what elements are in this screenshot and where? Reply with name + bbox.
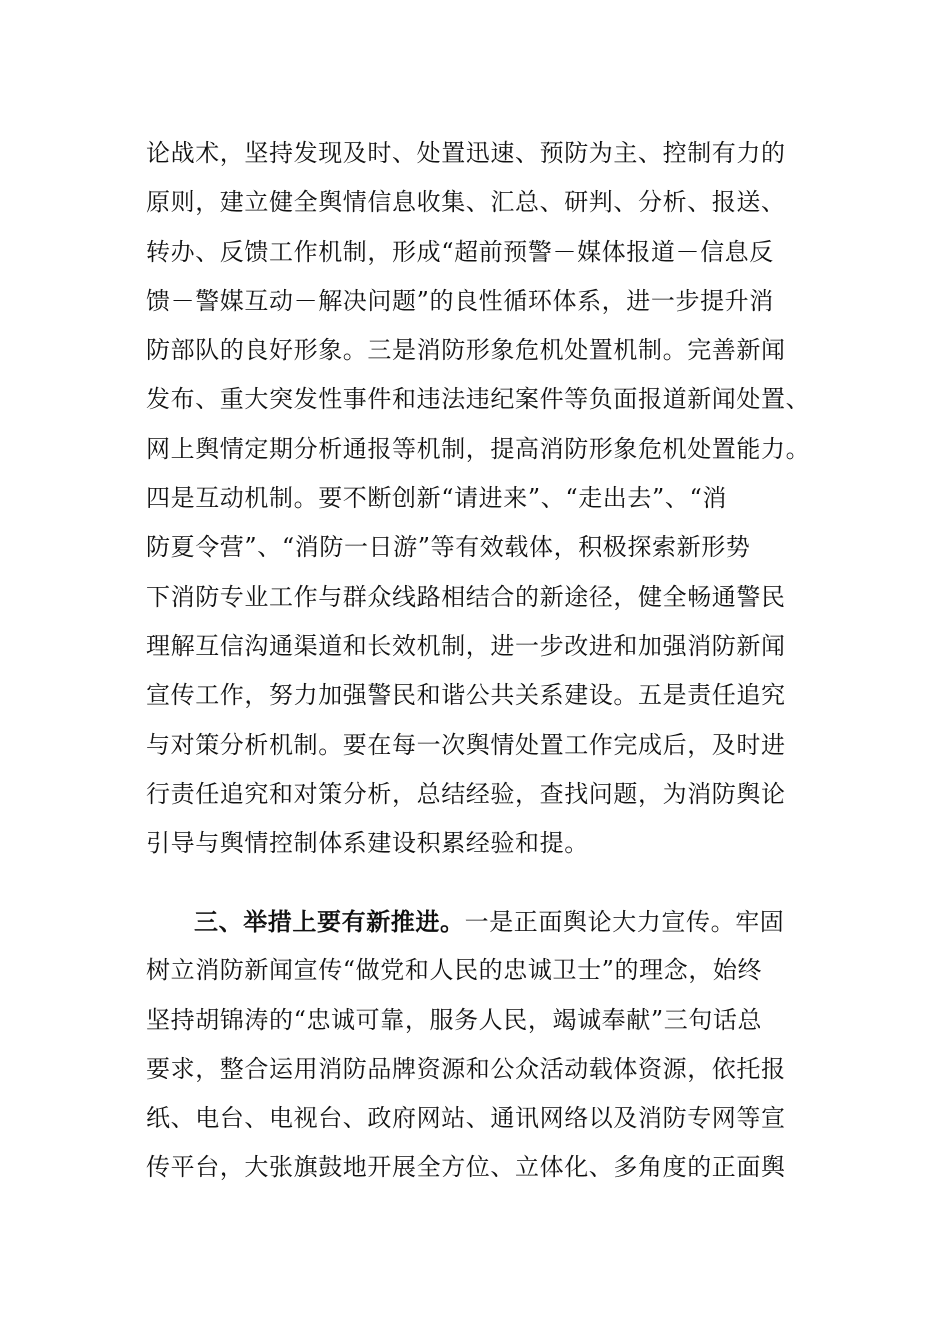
paragraph-2 [146, 897, 816, 1193]
paragraph-line: 树立消防新闻宣传“做党和人民的忠诚卫士”的理念，始终 [146, 956, 763, 985]
paragraph-line: 下消防专业工作与群众线路相结合的新途径，健全畅通警民 [146, 582, 786, 611]
paragraph-line: 馈－警媒互动－解决问题”的良性循环体系，进一步提升消 [146, 286, 774, 315]
paragraph-line: 转办、反馈工作机制，形成“超前预警－媒体报道－信息反 [146, 237, 774, 266]
paragraph-line: 行责任追究和对策分析，总结经验，查找问题，为消防舆论 [146, 779, 786, 808]
paragraph-line: 要求，整合运用消防品牌资源和公众活动载体资源，依托报 [146, 1054, 786, 1083]
paragraph-line: 论战术，坚持发现及时、处置迅速、预防为主、控制有力的 [146, 139, 786, 167]
paragraph-line: 防部队的良好形象。三是消防形象危机处置机制。完善新闻 [146, 336, 786, 365]
paragraph-line: 发布、重大突发性事件和违法违纪案件等负面报道新闻处置、 [146, 385, 811, 414]
paragraph-line: 坚持胡锦涛的“忠诚可靠，服务人民，竭诚奉献”三句话总 [146, 1005, 763, 1034]
paragraph-1 [146, 129, 816, 868]
paragraph-line: 原则，建立健全舆情信息收集、汇总、研判、分析、报送、 [146, 188, 786, 217]
paragraph-line: 宣传工作，努力加强警民和谐公共关系建设。五是责任追究 [146, 681, 786, 710]
paragraph-line: 传平台，大张旗鼓地开展全方位、立体化、多角度的正面舆 [146, 1153, 786, 1182]
section-heading: 三、举措上要有新推进。 [194, 907, 465, 936]
paragraph-line: 与对策分析机制。要在每一次舆情处置工作完成后，及时进 [146, 730, 786, 759]
paragraph-line: 纸、电台、电视台、政府网站、通讯网络以及消防专网等宣 [146, 1104, 786, 1133]
paragraph-line: 防夏令营”、“消防一日游”等有效载体，积极探索新形势 [146, 533, 751, 562]
paragraph-line: 四是互动机制。要不断创新“请进来”、“走出去”、“消 [146, 484, 727, 513]
first-line-text: 一是正面舆论大力宣传。牢固 [464, 908, 785, 936]
paragraph-line: 引导与舆情控制体系建设积累经验和提。 [146, 829, 589, 858]
paragraph-line: 理解互信沟通渠道和长效机制，进一步改进和加强消防新闻 [146, 631, 786, 660]
paragraph-line: 网上舆情定期分析通报等机制，提高消防形象危机处置能力。 [146, 434, 811, 463]
paragraph-first-line [146, 897, 816, 946]
